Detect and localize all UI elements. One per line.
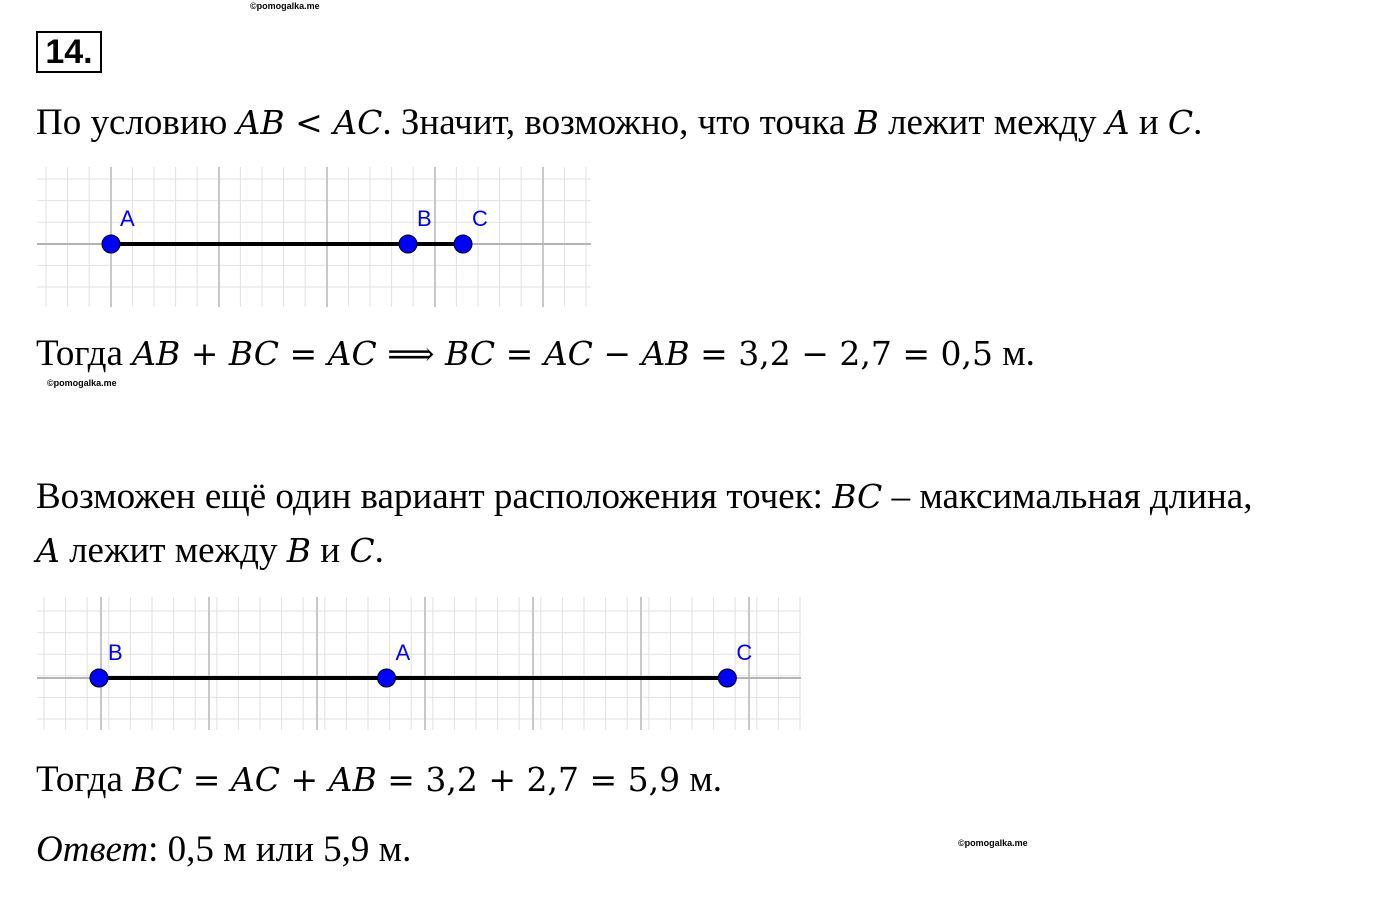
math-ab: AB [236,103,285,142]
point-label-a: A [395,640,411,665]
watermark-top: ©pomogalka.me [250,1,320,11]
watermark-bottom: ©pomogalka.me [958,838,1028,848]
point-label-c: C [472,206,488,231]
math-a: A [1105,103,1130,142]
math-ac: AC [333,103,383,142]
math-a: A [36,531,60,570]
point-a [102,235,120,253]
math-result: = 3,2 + 2,7 = 5,9 [376,760,681,799]
answer-line [36,828,411,872]
figure-2-number-line [37,597,801,730]
math-bc: BC [832,477,883,516]
math-result: = 3,2 − 2,7 = 0,5 [689,334,993,373]
math-less-than: < [284,103,334,142]
answer-text: : 0,5 м или 5,9 м. [148,829,412,870]
point-a [378,669,396,687]
condition-line [36,101,1202,145]
math-equals: = [279,334,328,373]
alt-text: – максимальная длина, [882,476,1253,517]
grid [37,597,801,730]
math-plus: + [180,334,229,373]
point-label-b: B [108,640,123,665]
math-ab: AB [132,334,181,373]
point-label-c: C [736,640,753,665]
math-implies: ⟹ [376,334,446,373]
point-b [399,235,417,253]
unit: м. [680,759,723,800]
math-ac: AC [230,760,281,799]
math-ab: AB [641,334,690,373]
condition-text: и [1129,102,1168,143]
alt-text: . [374,530,384,571]
condition-text: лежит между [878,102,1106,143]
math-c: C [1167,103,1194,142]
math-ac: AC [327,334,377,373]
problem-number: 14. [36,31,102,73]
calc-word: Тогда [36,759,133,800]
alt-text: лежит между [59,530,287,571]
figure-1-number-line [37,167,591,307]
calculation-1 [36,332,1035,376]
math-b: B [854,103,879,142]
alternative-line-1 [36,475,1252,519]
point-label-b: B [417,206,432,231]
point-c [718,669,736,687]
math-bc: BC [132,760,183,799]
answer-label: Ответ [36,829,149,870]
math-minus: − [592,334,642,373]
math-c: C [349,531,375,570]
condition-text: По условию [36,102,237,143]
math-b: B [286,531,312,570]
math-equals: = [495,334,544,373]
math-ac: AC [543,334,593,373]
math-ab: AB [328,760,377,799]
watermark-middle: ©pomogalka.me [47,378,117,388]
point-label-a: A [120,206,135,231]
math-equals: = [182,760,231,799]
condition-text: . [1193,102,1203,143]
math-bc: BC [228,334,280,373]
calculation-2 [36,758,722,802]
grid [37,167,591,307]
unit: м. [992,333,1035,374]
condition-text: . Значит, возможно, что точка [382,102,855,143]
alt-text: Возможен ещё один вариант расположения точек: [36,476,833,517]
alternative-line-2 [36,529,384,573]
alt-text: и [311,530,350,571]
point-b [90,669,108,687]
math-bc: BC [445,334,496,373]
point-c [454,235,472,253]
calc-word: Тогда [36,333,133,374]
math-plus: + [280,760,329,799]
